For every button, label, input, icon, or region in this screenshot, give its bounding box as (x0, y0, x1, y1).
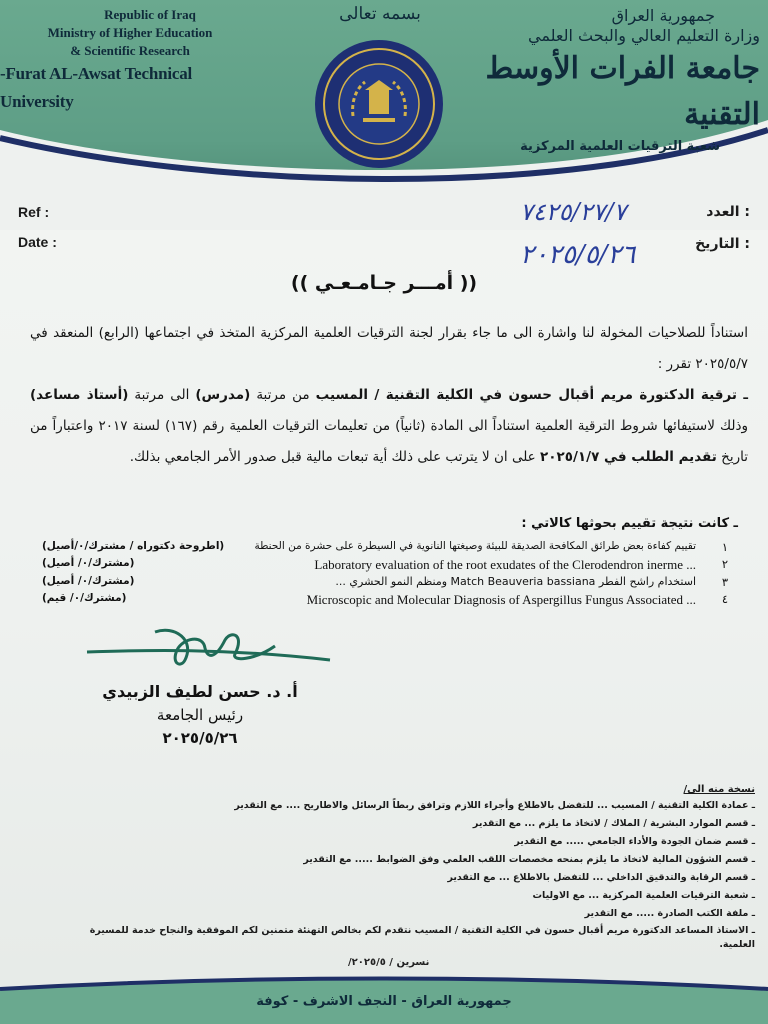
decision-paragraph (30, 318, 748, 473)
university-seal-icon (313, 38, 445, 170)
ref-label: Ref : (18, 204, 50, 220)
ar-ministry: وزارة التعليم العالي والبحث العلمي (528, 26, 760, 45)
arabic-letterhead (470, 6, 760, 156)
text-fragment: وذلك لاستيفائها شروط الترقية العلمية استناداً الى المادة (ثانياً) من تعليمات الترقيات العلمية رقم (١٦٧) لسنة ٢٠١٧ واعتباراً من تاريخ (30, 418, 748, 465)
en-ministry-line2: & Scientific Research (70, 43, 190, 58)
results-heading: ـ كانت نتيجة تقييم بحوثها كالاتي : (521, 516, 738, 531)
promotion-subject: ـ ترقية الدكتورة مريم أقبال حسون في الكلية التقنية / المسيب (315, 387, 748, 403)
ar-university: جامعة الفرات الأوسط التقنية (485, 51, 760, 132)
rank-to: (أستاذ مساعد) (30, 387, 129, 403)
handwritten-date: ٢٠٢٥/٥/٢٦ (520, 240, 636, 270)
copies-heading: نسخة منه الى/ (683, 784, 755, 795)
copy-line: ـ قسم الموارد البشرية / الملاك / لاتخاذ ما يلزم ... مع التقدير (472, 818, 755, 829)
handwritten-ref-number: ٧٤٢٥/٢٧/٧ (520, 198, 627, 226)
en-country: Republic of Iraq (104, 7, 196, 22)
text-fragment: على ان لا يترتب على ذلك أية تبعات مالية قبل صدور الأمر الجامعي بذلك. (129, 449, 541, 465)
footer-address: جمهورية العراق - النجف الاشرف - كوفة (256, 994, 512, 1009)
item-number: ٢ (721, 557, 729, 571)
item-number: ٣ (721, 575, 729, 589)
result-item (42, 557, 732, 575)
signer-role: رئيس الجامعة (156, 706, 244, 724)
signature-icon (85, 620, 335, 680)
application-date: تقديم الطلب في ٢٠٢٥/١/٧ (540, 449, 717, 465)
result-item (42, 575, 732, 593)
text-fragment: الى مرتبة (128, 387, 196, 403)
item-tag: (مشترك/٠/ أصيل) (42, 557, 135, 569)
promotion-paragraph (30, 380, 748, 473)
en-university: -Furat AL-Awsat Technical University (0, 64, 193, 111)
document-title: (( أمـــر جـامـعـي )) (290, 272, 478, 294)
signer-name: أ. د. حسن لطيف الزبيدي (102, 682, 298, 701)
copy-line: ـ عمادة الكلية التقنية / المسيب ... للتفضل بالاطلاع وأجراء اللازم وترافق ربطاً الرسائل والاطاريح .... مع التقدير (234, 800, 755, 811)
intro-paragraph: استناداً للصلاحيات المخولة لنا واشارة الى ما جاء بقرار لجنة الترقيات العلمية المركزية المتخذ في اجتماعها (الرابع) المنعقد في ٢٠٢٥/٥/٧ تقرر : (30, 325, 748, 372)
text-fragment: من مرتبة (250, 387, 316, 403)
date-label: Date : (18, 234, 57, 250)
result-item (42, 540, 732, 558)
copy-line: ـ قسم ضمان الجودة والأداء الجامعي ..... مع التقدير (514, 836, 755, 847)
ar-country: جمهورية العراق (611, 6, 715, 25)
en-ministry-line1: Ministry of Higher Education (47, 25, 213, 40)
rank-from: (مدرس) (195, 387, 251, 403)
english-letterhead (0, 6, 260, 116)
item-number: ١ (721, 540, 729, 554)
item-title: Laboratory evaluation of the root exudates of the Clerodendron inerme ... (314, 557, 696, 572)
item-title: تقييم كفاءة بعض طرائق المكافحة الصديقة للبيئة وصيغتها النانوية في السيطرة على حشرة من الحنطة (254, 540, 696, 552)
ar-date-label: : التاريخ (695, 236, 750, 252)
issued-note: نسرين / ٢٠٢٥/٥/ (348, 957, 430, 968)
item-tag: (اطروحة دكتوراه / مشترك/٠/أصيل) (42, 540, 225, 552)
result-item (42, 592, 732, 610)
copy-line: ـ قسم الرقابة والتدقيق الداخلي ... للتفضل بالاطلاع ... مع التقدير (447, 872, 755, 883)
item-title: Microscopic and Molecular Diagnosis of Aspergillus Fungus Associated ... (306, 592, 696, 607)
item-tag: (مشترك/٠/ قيم) (42, 592, 127, 604)
ref-date-labels (18, 204, 57, 264)
ar-division: شعبة الترقيات العلمية المركزية (520, 139, 720, 154)
item-number: ٤ (721, 592, 729, 606)
ar-ref-label: : العدد (706, 204, 750, 220)
copy-line: ـ ملفة الكتب الصادرة ..... مع التقدير (584, 908, 755, 919)
signer-date: ٢٠٢٥/٥/٢٦ (162, 729, 238, 747)
signer-block (100, 680, 300, 750)
item-title: استخدام راشح الفطر Match Beauveria bassiana ومنظم النمو الحشري ... (335, 575, 696, 588)
copy-line: ـ شعبة الترقيات العلمية المركزية ... مع الاوليات (532, 890, 755, 901)
copy-line: ـ قسم الشؤون المالية لاتخاذ ما يلزم بمنحه مخصصات اللقب العلمي وفق الضوابط ..... مع التقدير (303, 854, 755, 865)
item-tag: (مشترك/٠/ أصيل) (42, 575, 135, 587)
basmala: بسمه تعالى (339, 4, 421, 24)
ar-ref-date-labels (695, 204, 750, 268)
copy-line: ـ الاستاذ المساعد الدكتورة مريم أقبال حسون في الكلية التقنية / المسيب نتقدم لكم بخالص التهنئة متمنين لكم الموفقية والنجاح خدمة للمسيرة العلمية. (89, 925, 755, 950)
